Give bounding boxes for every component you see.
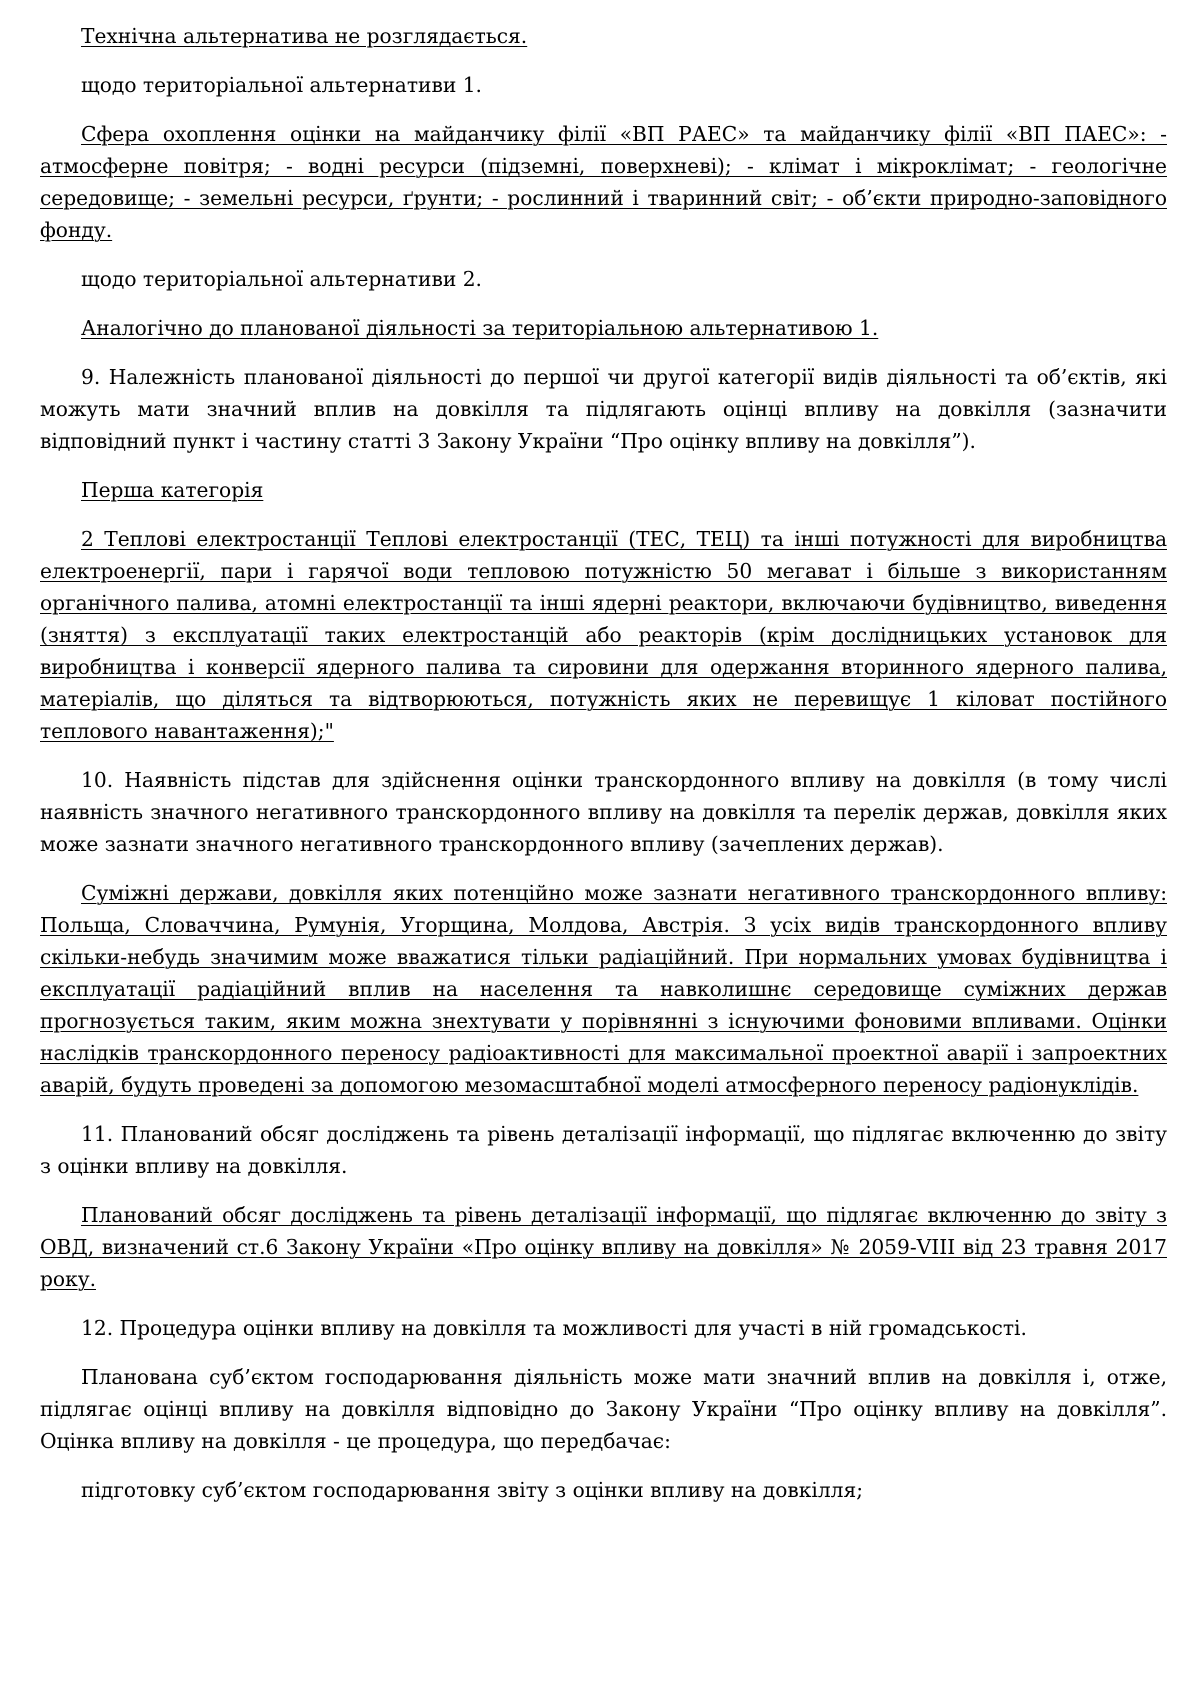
paragraph-technical-alternative: Технічна альтернатива не розглядається. xyxy=(81,24,528,48)
paragraph-alt-2-analogous: Аналогічно до планованої діяльності за територіальною альтернативою 1. xyxy=(81,316,879,340)
paragraph-thermal-power-plants: 2 Теплові електростанції Теплові електростанції (ТЕС, ТЕЦ) та інші потужності для виробництва електроенергії, пари і гарячої води тепловою потужністю 50 мегават і більше з використанням органічного палива, атомні електростанції та інші ядерні реактори, включаючи будівництво, виведення (зняття) з експлуатації таких електростанцій або реакторів (крім дослідницьких установок для виробництва і конверсії ядерного палива та сировини для одержання вторинного ядерного палива, матеріалів, що діляться та відтворюються, потужність яких не перевищує 1 кіловат постійного теплового навантаження);" xyxy=(40,527,1167,743)
paragraph-first-category: Перша категорія xyxy=(81,478,264,502)
paragraph-territorial-alt-1-heading: щодо територіальної альтернативи 1. xyxy=(81,73,482,97)
document-page xyxy=(40,20,1167,1523)
paragraph-territorial-alt-2-heading: щодо територіальної альтернативи 2. xyxy=(81,267,482,291)
paragraph-assessment-scope: Сфера охоплення оцінки на майданчику філії «ВП РАЕС» та майданчику філії «ВП ПАЕС»: - атмосферне повітря; - водні ресурси (підземні, поверхневі); - клімат і мікроклімат; - геологічне середовище; - земельні ресурси, ґрунти; - рослинний і тваринний світ; - об’єкти природно-заповідного фонду. xyxy=(40,122,1167,242)
section-10-heading: 10. Наявність підстав для здійснення оцінки транскордонного впливу на довкілля (в тому числі наявність значного негативного транскордонного впливу на довкілля та перелік держав, довкілля яких може зазнати значного негативного транскордонного впливу (зачеплених держав). xyxy=(40,768,1167,856)
section-12-heading: 12. Процедура оцінки впливу на довкілля та можливості для участі в ній громадськості. xyxy=(81,1316,1027,1340)
section-9-heading: 9. Належність планованої діяльності до першої чи другої категорії видів діяльності та об’єктів, які можуть мати значний вплив на довкілля та підлягають оцінці впливу на довкілля (зазначити відповідний пункт і частину статті 3 Закону України “Про оцінку впливу на довкілля”). xyxy=(40,365,1167,453)
paragraph-procedure-description: Планована суб’єктом господарювання діяльність може мати значний вплив на довкілля і, отже, підлягає оцінці впливу на довкілля відповідно до Закону України “Про оцінку впливу на довкілля”. Оцінка впливу на довкілля - це процедура, що передбачає: xyxy=(40,1365,1167,1453)
section-11-heading: 11. Планований обсяг досліджень та рівень деталізації інформації, що підлягає включенню до звіту з оцінки впливу на довкілля. xyxy=(40,1122,1167,1178)
paragraph-adjacent-states: Суміжні держави, довкілля яких потенційно може зазнати негативного транскордонного впливу: Польща, Словаччина, Румунія, Угорщина, Молдова, Австрія. З усіх видів транскордонного впливу скільки-небудь значимим може вважатися тільки радіаційний. При нормальних умовах будівництва і експлуатації радіаційний вплив на населення та навколишнє середовище суміжних держав прогнозується таким, яким можна знехтувати у порівнянні з існуючими фоновими впливами. Оцінки наслідків транскордонного переносу радіоактивності для максимальної проектної аварії і запроектних аварій, будуть проведені за допомогою мезомасштабної моделі атмосферного переносу радіонуклідів. xyxy=(40,881,1167,1097)
paragraph-report-preparation: підготовку суб’єктом господарювання звіту з оцінки впливу на довкілля; xyxy=(81,1478,863,1502)
paragraph-research-scope: Планований обсяг досліджень та рівень деталізації інформації, що підлягає включенню до звіту з ОВД, визначений ст.6 Закону України «Про оцінку впливу на довкілля» № 2059-VIII від 23 травня 2017 року. xyxy=(40,1203,1167,1291)
